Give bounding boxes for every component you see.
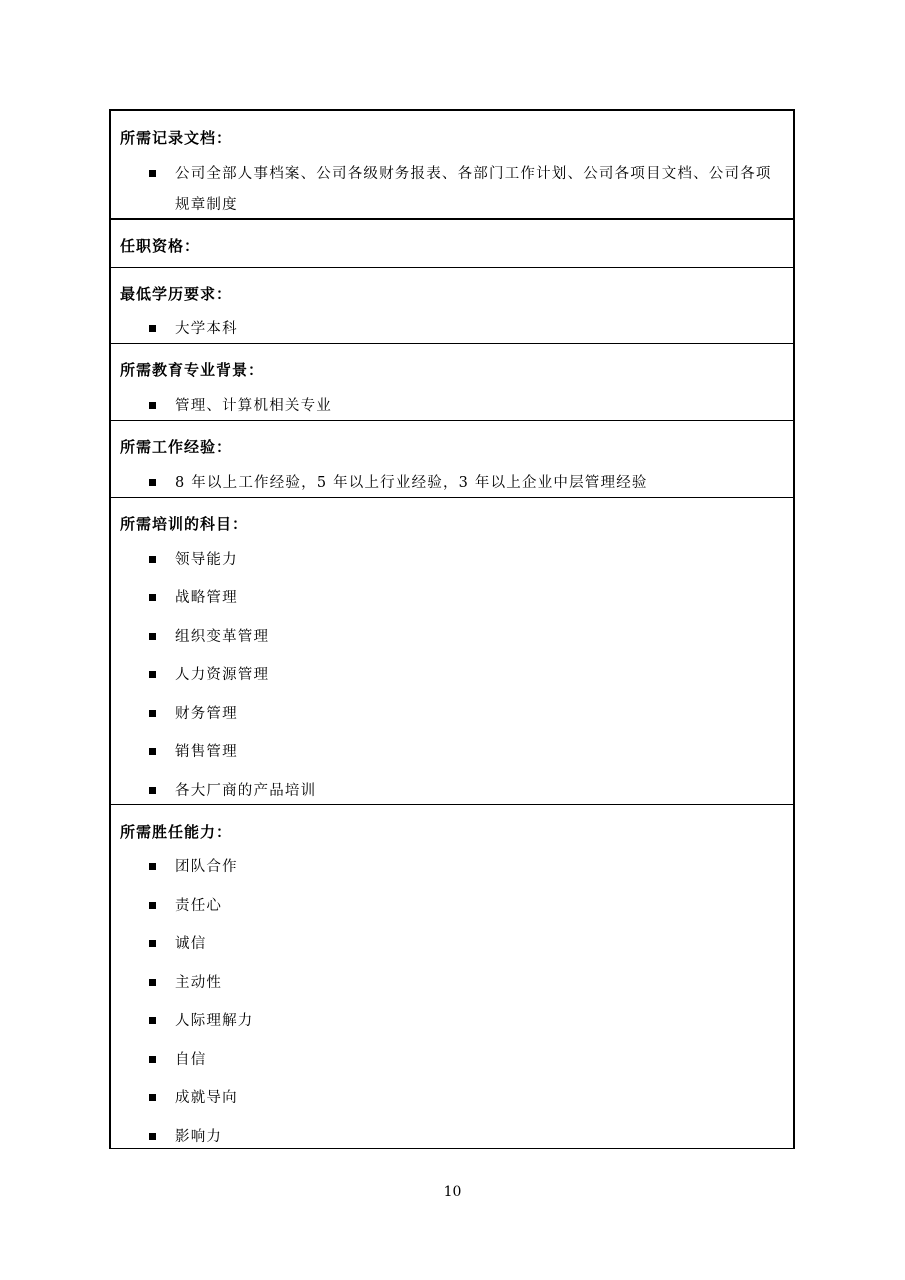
bullet-icon (149, 787, 156, 794)
row-divider (111, 267, 793, 268)
bullet-icon (149, 479, 156, 486)
section-heading-major: 所需教育专业背景： (120, 361, 265, 379)
row-divider (111, 218, 793, 220)
bullet-icon (149, 594, 156, 601)
section-heading-training: 所需培训的科目： (120, 515, 249, 533)
bullet-icon (149, 979, 156, 986)
document-table: 所需记录文档： 公司全部人事档案、公司各级财务报表、各部门工作计划、公司各项目文档、公司各项规章制度 任职资格： 最低学历要求： 大学本科 所需教育专业背景： 管理、计算机相关专业 所需工作经验： 8 年以上工作经验，5 年以上行业经验，3 年以上企业中层管理经验 所需培训的科目： 领导能力 战略管理 组织变革管理 人力资源管理 财务管理 销售管理 各大厂商的产品培训 所需胜任能力： 团队合作 责任心 诚信 主动性 人际理解力 自信 成就导向 影响力 (109, 109, 795, 1149)
bullet-icon (149, 1017, 156, 1024)
bullet-icon (149, 1056, 156, 1063)
section-heading-qualifications: 任职资格： (120, 237, 201, 255)
bullet-icon (149, 1094, 156, 1101)
row-divider (111, 343, 793, 344)
bullet-icon (149, 863, 156, 870)
bullet-icon (149, 748, 156, 755)
bullet-icon (149, 940, 156, 947)
bullet-icon (149, 671, 156, 678)
page-number: 10 (443, 1184, 462, 1200)
bullet-icon (149, 1133, 156, 1140)
bullet-icon (149, 170, 156, 177)
section-heading-competencies: 所需胜任能力： (120, 823, 233, 841)
section-heading-experience: 所需工作经验： (120, 438, 233, 456)
bullet-icon (149, 402, 156, 409)
list-item: 公司全部人事档案、公司各级财务报表、各部门工作计划、公司各项目文档、公司各项规章制度 (149, 159, 783, 221)
row-divider (111, 420, 793, 421)
bullet-icon (149, 325, 156, 332)
bullet-icon (149, 902, 156, 909)
bullet-icon (149, 633, 156, 640)
section-heading-education: 最低学历要求： (120, 285, 233, 303)
bullet-icon (149, 556, 156, 563)
row-divider (111, 497, 793, 498)
section-heading-records: 所需记录文档： (120, 129, 233, 147)
row-divider (111, 804, 793, 805)
bullet-icon (149, 710, 156, 717)
